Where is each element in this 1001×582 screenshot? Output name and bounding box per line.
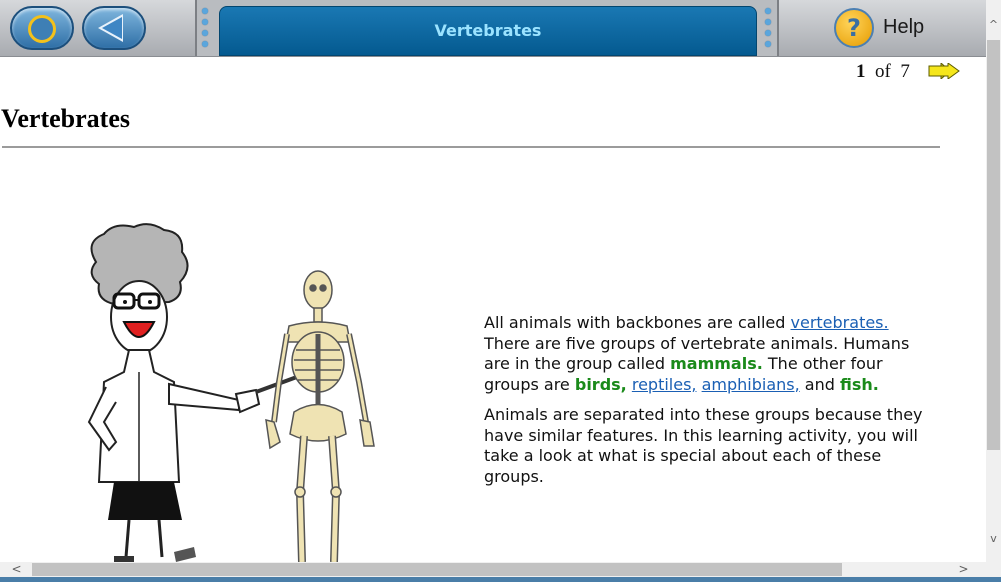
help-label: Help <box>883 16 925 38</box>
scroll-right-icon[interactable]: > <box>958 562 969 576</box>
current-page: 1 <box>856 61 866 82</box>
scroll-left-icon[interactable]: < <box>11 562 22 576</box>
decorative-dots-left <box>200 6 210 50</box>
decorative-dots-right <box>763 6 773 50</box>
horizontal-scroll-thumb[interactable] <box>32 563 842 576</box>
page-title-banner: Vertebrates <box>434 21 542 40</box>
vertebrates-link[interactable]: vertebrates. <box>790 313 889 332</box>
page-heading: Vertebrates <box>1 104 130 133</box>
page-of-label: of <box>875 61 891 82</box>
scroll-up-icon[interactable]: ^ <box>988 18 999 31</box>
top-toolbar <box>0 0 986 57</box>
help-button[interactable] <box>777 0 988 56</box>
page-counter <box>856 61 910 83</box>
text-segment: The other four groups are <box>484 354 883 394</box>
home-button[interactable] <box>10 6 74 50</box>
intro-paragraph-2: Animals are separated into these groups because they have similar features. In this learning activity, you will take a look at what is special about each of these groups. <box>484 405 923 486</box>
help-question-icon: ? <box>834 8 874 48</box>
scrollbar-corner <box>986 562 1001 577</box>
heading-divider <box>2 146 940 148</box>
fish-term: fish. <box>839 374 879 394</box>
horizontal-scrollbar[interactable] <box>0 562 986 577</box>
vertical-scroll-thumb[interactable] <box>987 40 1000 450</box>
reptiles-link[interactable]: reptiles, <box>631 374 697 394</box>
scroll-down-icon[interactable]: v <box>990 532 997 545</box>
back-arrow-inner-icon <box>102 17 122 39</box>
title-panel <box>219 6 757 56</box>
window-bottom-edge <box>0 577 1001 582</box>
total-pages: 7 <box>900 61 910 82</box>
teacher-skeleton-illustration <box>84 222 384 562</box>
vertical-scrollbar[interactable] <box>986 0 1001 562</box>
mammals-term: mammals. <box>670 354 763 373</box>
intro-paragraph-1 <box>484 313 934 395</box>
nav-button-group <box>0 0 197 56</box>
teacher-figure <box>89 224 324 562</box>
birds-term: birds, <box>574 374 627 394</box>
text-segment: and <box>799 374 840 394</box>
next-page-arrow-icon[interactable] <box>928 63 960 79</box>
amphibians-link[interactable]: amphibians, <box>701 374 800 394</box>
text-segment: There are five groups of vertebrate animals. Humans are in the group called <box>484 333 910 373</box>
home-icon <box>28 15 56 43</box>
back-button[interactable] <box>82 6 146 50</box>
skeleton-figure <box>266 271 374 562</box>
intro-text <box>484 313 934 497</box>
text-segment: All animals with backbones are called <box>484 313 791 332</box>
